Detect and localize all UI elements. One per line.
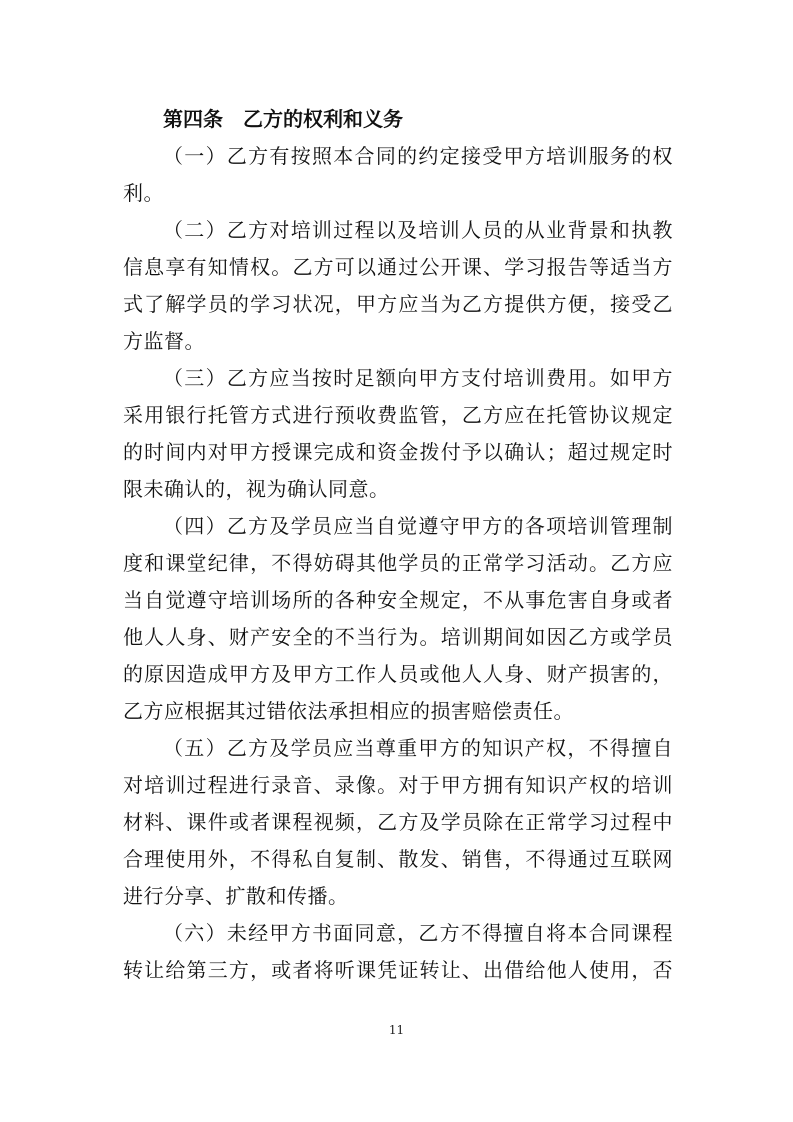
paragraph-line: 式了解学员的学习状况，甲方应当为乙方提供方便，接受乙 <box>123 292 673 316</box>
page-body <box>123 100 673 989</box>
paragraph-line: 利。 <box>123 181 164 205</box>
paragraph-line: （六）未经甲方书面同意，乙方不得擅自将本合同课程 <box>163 921 673 945</box>
paragraph-line: 他人人身、财产安全的不当行为。培训期间如因乙方或学员 <box>123 625 673 649</box>
paragraph-line: 合理使用外，不得私自复制、散发、销售，不得通过互联网 <box>123 847 673 871</box>
paragraph-line: 转让给第三方，或者将听课凭证转让、出借给他人使用，否 <box>123 958 673 982</box>
paragraph-line: 的原因造成甲方及甲方工作人员或他人人身、财产损害的， <box>123 662 673 686</box>
paragraph-line: 对培训过程进行录音、录像。对于甲方拥有知识产权的培训 <box>123 773 673 797</box>
clause-paragraph <box>123 730 673 915</box>
paragraph-list <box>123 138 673 989</box>
article-heading: 第四条 乙方的权利和义务 <box>163 107 403 131</box>
paragraph-line: 信息享有知情权。乙方可以通过公开课、学习报告等适当方 <box>123 255 673 279</box>
paragraph-line: （三）乙方应当按时足额向甲方支付培训费用。如甲方 <box>163 366 673 390</box>
paragraph-line: 采用银行托管方式进行预收费监管，乙方应在托管协议规定 <box>123 403 673 427</box>
paragraph-line: 材料、课件或者课程视频，乙方及学员除在正常学习过程中 <box>123 810 673 834</box>
clause-paragraph <box>123 138 673 212</box>
paragraph-line: 乙方应根据其过错依法承担相应的损害赔偿责任。 <box>123 699 574 723</box>
clause-paragraph <box>123 508 673 730</box>
paragraph-line: 进行分享、扩散和传播。 <box>123 884 349 908</box>
paragraph-line: （二）乙方对培训过程以及培训人员的从业背景和执教 <box>163 218 673 242</box>
clause-paragraph <box>123 212 673 360</box>
clause-paragraph <box>123 915 673 989</box>
paragraph-line: 限未确认的，视为确认同意。 <box>123 477 390 501</box>
paragraph-line: （四）乙方及学员应当自觉遵守甲方的各项培训管理制 <box>163 514 673 538</box>
paragraph-line: （五）乙方及学员应当尊重甲方的知识产权，不得擅自 <box>163 736 673 760</box>
paragraph-line: 方监督。 <box>123 329 205 353</box>
paragraph-line: 的时间内对甲方授课完成和资金拨付予以确认；超过规定时 <box>123 440 673 464</box>
paragraph-line: （一）乙方有按照本合同的约定接受甲方培训服务的权 <box>163 144 673 168</box>
paragraph-line: 当自觉遵守培训场所的各种安全规定，不从事危害自身或者 <box>123 588 673 612</box>
page-number: 11 <box>388 1023 405 1037</box>
paragraph-line: 度和课堂纪律，不得妨碍其他学员的正常学习活动。乙方应 <box>123 551 673 575</box>
clause-paragraph <box>123 360 673 508</box>
